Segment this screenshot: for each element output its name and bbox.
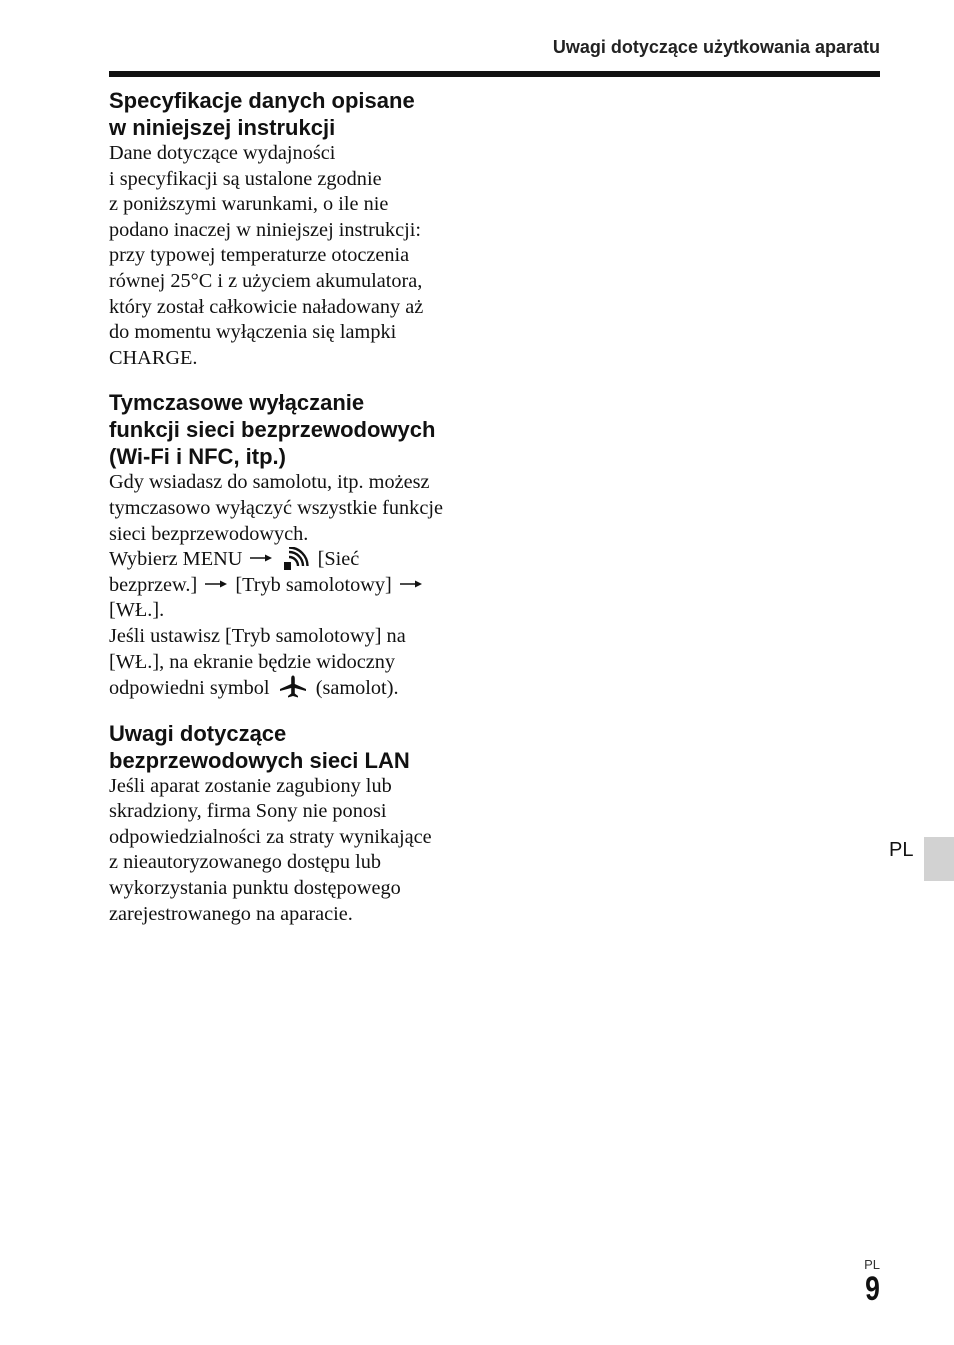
text-line: [WŁ.]. bbox=[109, 599, 165, 622]
paragraph-wlan bbox=[109, 774, 479, 928]
text-line: podano inaczej w niniejszej instrukcji: bbox=[109, 218, 422, 241]
title-line: (Wi-Fi i NFC, itp.) bbox=[109, 444, 286, 470]
title-line: Specyfikacje danych opisane bbox=[109, 88, 415, 113]
title-line: funkcji sieci bezprzewodowych bbox=[109, 417, 436, 443]
symbol-text: odpowiedni symbol bbox=[109, 677, 270, 700]
text-line: wykorzystania punktu dostępowego bbox=[109, 877, 401, 900]
text-line: Jeśli aparat zostanie zagubiony lub bbox=[109, 774, 392, 797]
text-line: sieci bezprzewodowych. bbox=[109, 522, 309, 545]
menu-path-line bbox=[109, 547, 479, 573]
section-title-specs bbox=[109, 87, 479, 141]
text-line: który został całkowicie naładowany aż bbox=[109, 295, 424, 318]
language-side-tab bbox=[924, 837, 954, 881]
main-column bbox=[109, 87, 479, 945]
text-line: CHARGE. bbox=[109, 346, 198, 369]
text-line: z poniższymi warunkami, o ile nie bbox=[109, 193, 389, 216]
text-line: przy typowej temperaturze otoczenia bbox=[109, 244, 410, 267]
menu-path-line bbox=[109, 573, 479, 599]
symbol-text: (samolot). bbox=[315, 677, 399, 700]
text-line: do momentu wyłączenia się lampki bbox=[109, 321, 397, 344]
title-line: Uwagi dotyczące bbox=[109, 720, 287, 746]
text-line: [WŁ.], na ekranie będzie widoczny bbox=[109, 650, 396, 673]
running-header: Uwagi dotyczące użytkowania aparatu bbox=[552, 37, 880, 57]
menu-text: [Sieć bbox=[317, 548, 360, 571]
paragraph-wireless-off bbox=[109, 470, 479, 701]
text-line: Jeśli ustawisz [Tryb samolotowy] na bbox=[109, 624, 406, 647]
menu-text: bezprzew.] bbox=[109, 573, 198, 596]
title-line: w niniejszej instrukcji bbox=[109, 115, 336, 140]
text-line: Dane dotyczące wydajności bbox=[109, 142, 336, 164]
right-arrow-icon bbox=[399, 579, 423, 589]
section-wireless-off bbox=[109, 389, 479, 701]
header-rule bbox=[109, 71, 880, 77]
right-arrow-icon bbox=[249, 553, 273, 563]
text-line: odpowiedzialności za straty wynikające bbox=[109, 825, 432, 848]
section-wlan bbox=[109, 720, 479, 928]
text-line: Gdy wsiadasz do samolotu, itp. możesz bbox=[109, 471, 430, 494]
menu-text: [Tryb samolotowy] bbox=[235, 573, 392, 596]
text-line: z nieautoryzowanego dostępu lub bbox=[109, 851, 382, 874]
wireless-icon bbox=[283, 547, 309, 571]
page-language-code: PL bbox=[864, 1257, 880, 1272]
airplane-icon bbox=[279, 675, 307, 699]
page-number: 9 bbox=[865, 1270, 880, 1308]
text-line: i specyfikacji są ustalone zgodnie bbox=[109, 167, 382, 190]
section-title-wlan bbox=[109, 720, 479, 774]
section-title-wireless-off bbox=[109, 389, 479, 470]
text-line: równej 25°C i z użyciem akumulatora, bbox=[109, 269, 423, 292]
menu-text: Wybierz MENU bbox=[109, 548, 243, 571]
text-line: skradziony, firma Sony nie ponosi bbox=[109, 800, 387, 823]
title-line: Tymczasowe wyłączanie bbox=[109, 390, 365, 416]
section-specs bbox=[109, 87, 479, 371]
symbol-line bbox=[109, 675, 479, 702]
right-arrow-icon bbox=[204, 579, 228, 589]
title-line: bezprzewodowych sieci LAN bbox=[109, 747, 410, 773]
language-tab-label: PL bbox=[889, 839, 914, 861]
text-line: zarejestrowanego na aparacie. bbox=[109, 902, 353, 925]
text-line: tymczasowo wyłączyć wszystkie funkcje bbox=[109, 496, 443, 519]
paragraph-specs bbox=[109, 141, 479, 371]
